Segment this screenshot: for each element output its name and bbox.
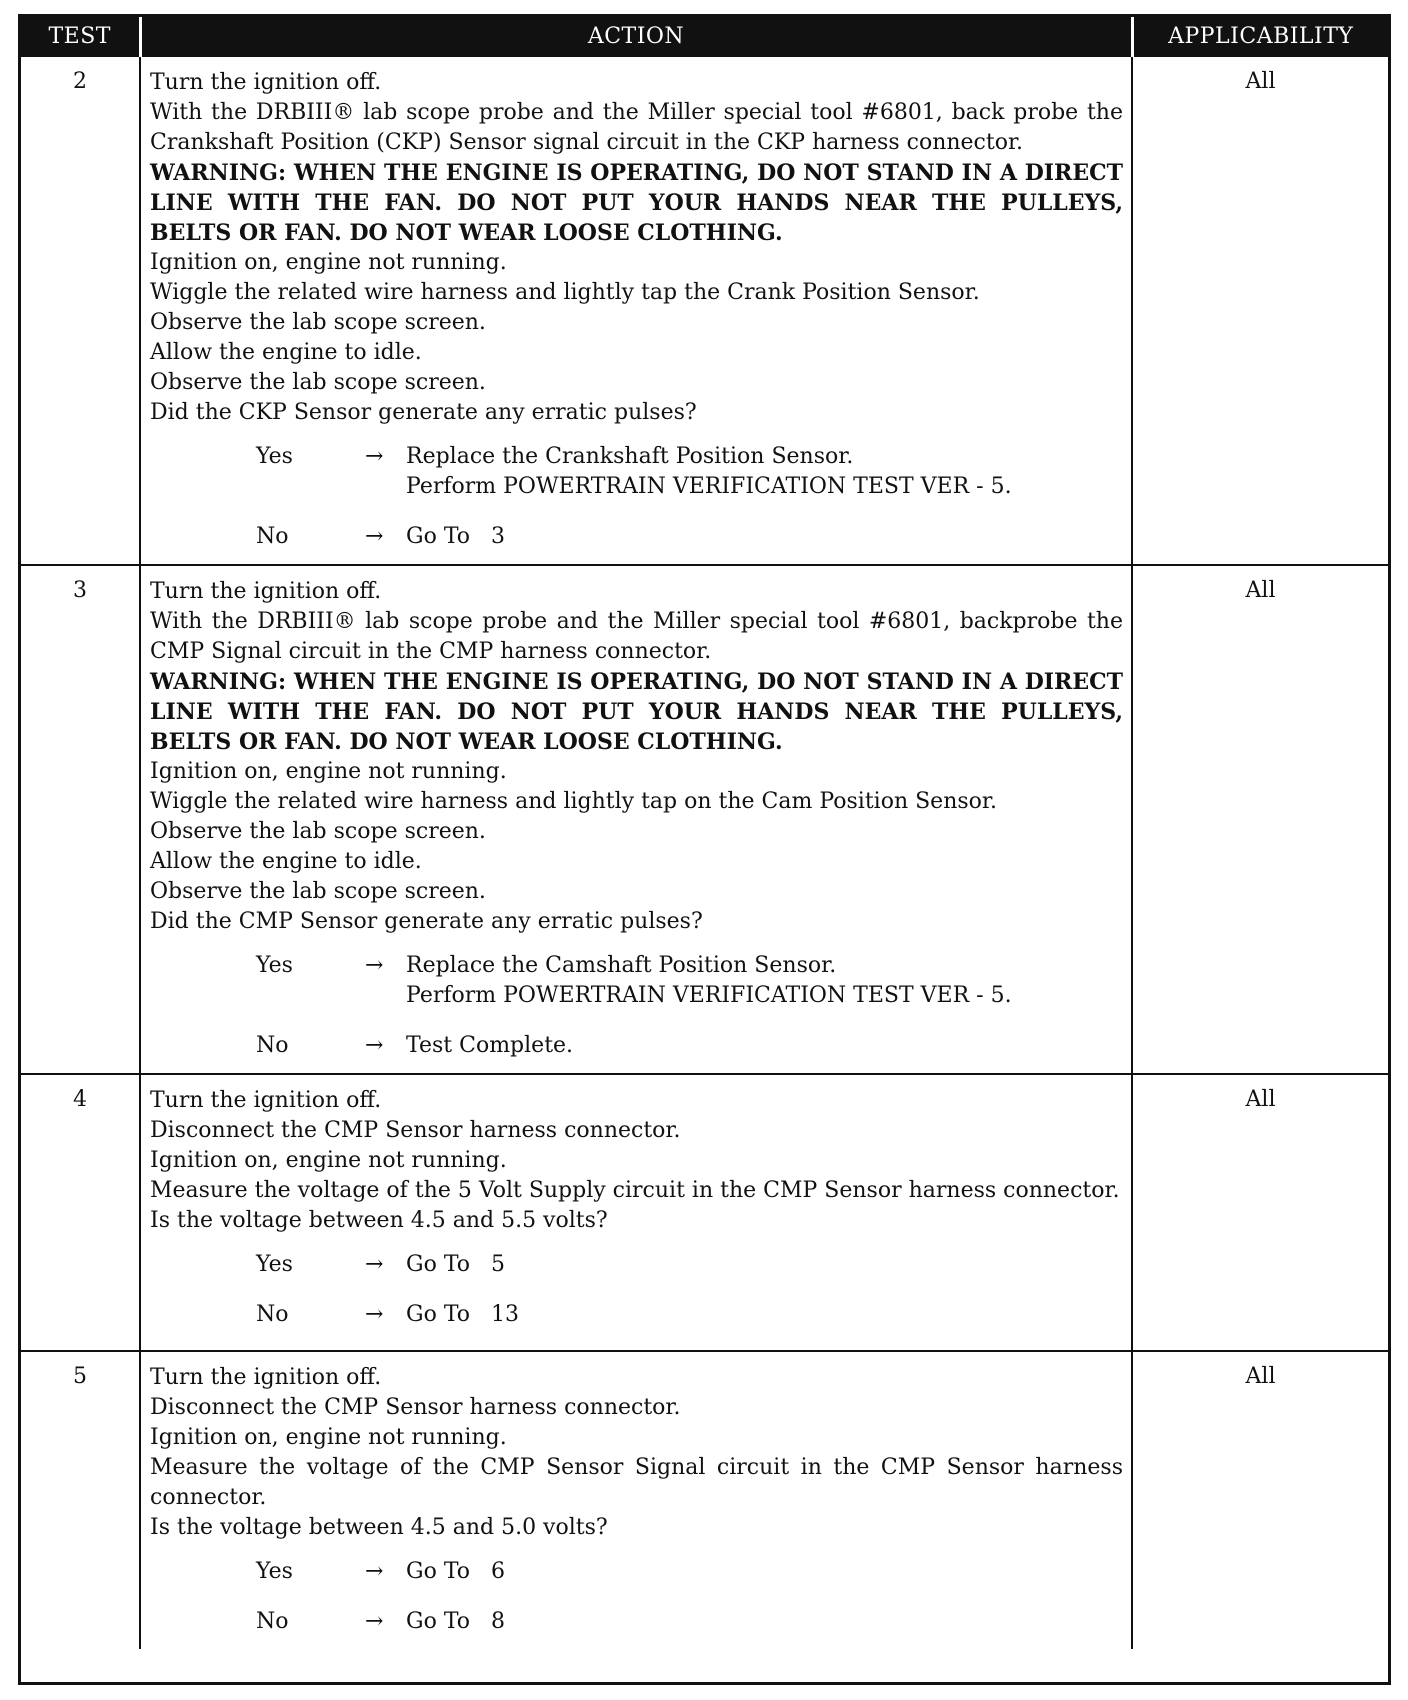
applicability-value: All: [1132, 1074, 1388, 1351]
right-arrow-icon: →: [365, 1609, 384, 1634]
yes-result: [406, 951, 1123, 1011]
no-branch: [256, 1031, 1123, 1061]
action-cell: [140, 56, 1132, 565]
action-step: Observe the lab scope screen.: [150, 819, 486, 844]
test-number: 2: [21, 56, 140, 565]
header-action: ACTION: [140, 17, 1132, 56]
action-step: Turn the ignition off.: [150, 579, 382, 604]
action-step: Measure the voltage of the 5 Volt Supply circuit in the CMP Sensor harness connector.: [150, 1178, 1120, 1203]
action-step: Disconnect the CMP Sensor harness connector.: [150, 1118, 681, 1143]
no-result-line: Test Complete.: [406, 1033, 574, 1058]
no-branch: [256, 1607, 1123, 1637]
warning-text: WARNING: WHEN THE ENGINE IS OPERATING, DO NOT STAND IN A DIRECT LINE WITH THE FAN. DO NOT PUT YOUR HANDS NEAR THE PULLEYS, BELTS OR FAN. DO NOT WEAR LOOSE CLOTHING.: [150, 160, 1123, 246]
action-step: Did the CMP Sensor generate any erratic pulses?: [150, 909, 703, 934]
action-step: Allow the engine to idle.: [150, 849, 422, 874]
yes-label: Yes: [256, 444, 293, 469]
no-result: [406, 1031, 1123, 1061]
no-label: No: [256, 1609, 289, 1634]
right-arrow-icon: →: [365, 953, 384, 978]
right-arrow-icon: →: [365, 524, 384, 549]
header-test: TEST: [21, 17, 140, 56]
warning-text: WARNING: WHEN THE ENGINE IS OPERATING, DO NOT STAND IN A DIRECT LINE WITH THE FAN. DO NOT PUT YOUR HANDS NEAR THE PULLEYS, BELTS OR FAN. DO NOT WEAR LOOSE CLOTHING.: [150, 669, 1123, 755]
no-result: [406, 1607, 1123, 1637]
action-step: Turn the ignition off.: [150, 70, 382, 95]
yes-branch: [256, 951, 1123, 1011]
action-step: Ignition on, engine not running.: [150, 1148, 507, 1173]
yes-branch: [256, 1250, 1123, 1280]
right-arrow-icon: →: [365, 1559, 384, 1584]
header-applicability: APPLICABILITY: [1132, 17, 1388, 56]
yes-label: Yes: [256, 953, 293, 978]
no-label: No: [256, 1033, 289, 1058]
action-cell: [140, 565, 1132, 1074]
right-arrow-icon: →: [365, 1252, 384, 1277]
no-result: [406, 1300, 1123, 1330]
test-number: 5: [21, 1351, 140, 1649]
action-step: Allow the engine to idle.: [150, 340, 422, 365]
test-number: 3: [21, 565, 140, 1074]
action-step: Wiggle the related wire harness and lightly tap on the Cam Position Sensor.: [150, 789, 997, 814]
yes-result: [406, 1250, 1123, 1280]
action-cell: [140, 1351, 1132, 1649]
yes-result: [406, 442, 1123, 502]
action-step: Turn the ignition off.: [150, 1365, 382, 1390]
action-step: Is the voltage between 4.5 and 5.5 volts?: [150, 1208, 608, 1233]
action-step: With the DRBIII® lab scope probe and the Miller special tool #6801, backprobe the CMP Signal circuit in the CMP harness connector.: [150, 609, 1123, 664]
action-step: Observe the lab scope screen.: [150, 370, 486, 395]
action-step: Did the CKP Sensor generate any erratic pulses?: [150, 400, 697, 425]
yes-branch: [256, 1557, 1123, 1587]
table-row: [21, 1074, 1388, 1351]
action-step: Observe the lab scope screen.: [150, 310, 486, 335]
yes-result-line: Go To 6: [406, 1559, 505, 1584]
applicability-value: All: [1132, 56, 1388, 565]
yes-result-line: Replace the Crankshaft Position Sensor.: [406, 444, 854, 469]
yes-result: [406, 1557, 1123, 1587]
yes-result-line: Replace the Camshaft Position Sensor.: [406, 953, 837, 978]
no-branch: [256, 522, 1123, 552]
no-label: No: [256, 524, 289, 549]
action-step: Wiggle the related wire harness and lightly tap the Crank Position Sensor.: [150, 280, 980, 305]
test-number: 4: [21, 1074, 140, 1351]
diagnostic-test-table-frame: [18, 14, 1391, 1685]
action-step: Ignition on, engine not running.: [150, 759, 507, 784]
table-row: [21, 1351, 1388, 1649]
applicability-value: All: [1132, 1351, 1388, 1649]
table-header-row: [21, 17, 1388, 56]
yes-result-line: Perform POWERTRAIN VERIFICATION TEST VER - 5.: [406, 983, 1012, 1008]
diagnostic-test-table: [21, 17, 1388, 1649]
yes-branch: [256, 442, 1123, 502]
no-result-line: Go To 8: [406, 1609, 505, 1634]
yes-label: Yes: [256, 1252, 293, 1277]
action-step: Measure the voltage of the CMP Sensor Signal circuit in the CMP Sensor harness connector.: [150, 1455, 1123, 1510]
no-result-line: Go To 13: [406, 1302, 519, 1327]
no-result-line: Go To 3: [406, 524, 505, 549]
right-arrow-icon: →: [365, 1302, 384, 1327]
yes-label: Yes: [256, 1559, 293, 1584]
action-step: With the DRBIII® lab scope probe and the Miller special tool #6801, back probe the Crankshaft Position (CKP) Sensor signal circuit in the CKP harness connector.: [150, 100, 1123, 155]
action-step: Is the voltage between 4.5 and 5.0 volts?: [150, 1515, 608, 1540]
no-result: [406, 522, 1123, 552]
table-row: [21, 565, 1388, 1074]
action-step: Ignition on, engine not running.: [150, 250, 507, 275]
right-arrow-icon: →: [365, 444, 384, 469]
right-arrow-icon: →: [365, 1033, 384, 1058]
no-label: No: [256, 1302, 289, 1327]
action-step: Ignition on, engine not running.: [150, 1425, 507, 1450]
applicability-value: All: [1132, 565, 1388, 1074]
action-cell: [140, 1074, 1132, 1351]
action-step: Observe the lab scope screen.: [150, 879, 486, 904]
table-row: [21, 56, 1388, 565]
no-branch: [256, 1300, 1123, 1330]
yes-result-line: Perform POWERTRAIN VERIFICATION TEST VER - 5.: [406, 474, 1012, 499]
yes-result-line: Go To 5: [406, 1252, 505, 1277]
action-step: Turn the ignition off.: [150, 1088, 382, 1113]
action-step: Disconnect the CMP Sensor harness connector.: [150, 1395, 681, 1420]
